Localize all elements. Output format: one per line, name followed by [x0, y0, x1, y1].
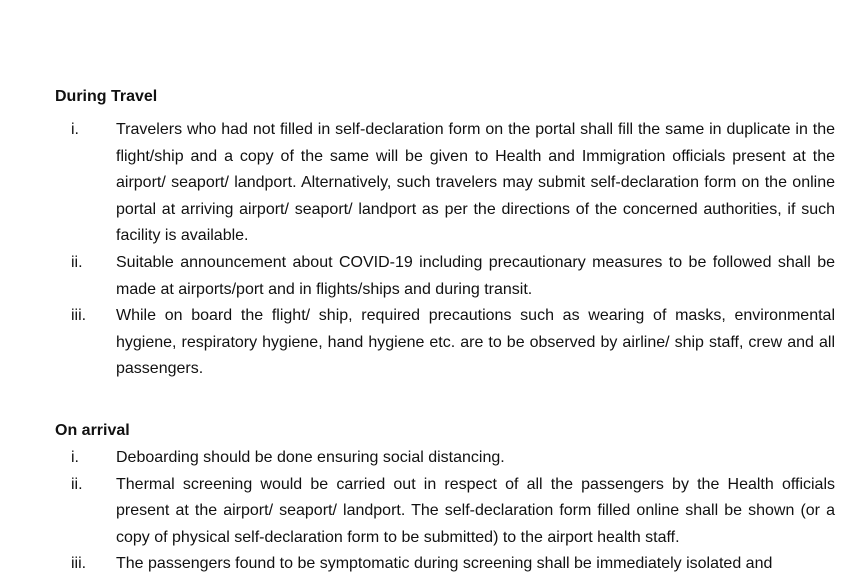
list-item	[55, 445, 835, 472]
list-item	[55, 117, 835, 250]
list-item	[55, 472, 835, 552]
section-during-travel	[55, 87, 835, 383]
section-on-arrival	[55, 421, 835, 578]
item-text: Thermal screening would be carried out in respect of all the passengers by the Health officials present at the airport/ seaport/ landport. The self-declaration form filled online shall be shown (or a copy of physical self-declaration form to be submitted) to the airport health staff.	[116, 475, 835, 546]
section-heading: On arrival	[55, 422, 130, 439]
numbered-list	[55, 117, 835, 383]
list-item	[55, 250, 835, 303]
item-text: Suitable announcement about COVID-19 including precautionary measures to be followed shall be made at airports/port and in flights/ships and during transit.	[116, 253, 835, 298]
list-item	[55, 303, 835, 383]
item-text: While on board the flight/ ship, required precautions such as wearing of masks, environmental hygiene, respiratory hygiene, hand hygiene etc. are to be observed by airline/ ship staff, crew and all passengers.	[116, 307, 835, 378]
item-numeral: i.	[71, 449, 79, 466]
list-item	[55, 551, 835, 578]
section-heading: During Travel	[55, 88, 158, 105]
numbered-list	[55, 445, 835, 578]
item-numeral: iii.	[71, 307, 87, 325]
item-text: The passengers found to be symptomatic during screening shall be immediately isolated and	[116, 555, 773, 573]
item-numeral: iii.	[71, 555, 87, 573]
item-numeral: i.	[71, 121, 79, 138]
item-numeral: ii.	[71, 253, 83, 271]
item-text: Travelers who had not filled in self-declaration form on the portal shall fill the same in duplicate in the flight/ship and a copy of the same will be given to Health and Immigration officials present at the airport/ seaport/ landport. Alternatively, such travelers may submit self-declaration form on the online portal at arriving airport/ seaport/ landport as per the directions of the concerned authorities, if such facility is available.	[116, 121, 835, 245]
item-text: Deboarding should be done ensuring social distancing.	[116, 449, 505, 466]
item-numeral: ii.	[71, 475, 83, 493]
